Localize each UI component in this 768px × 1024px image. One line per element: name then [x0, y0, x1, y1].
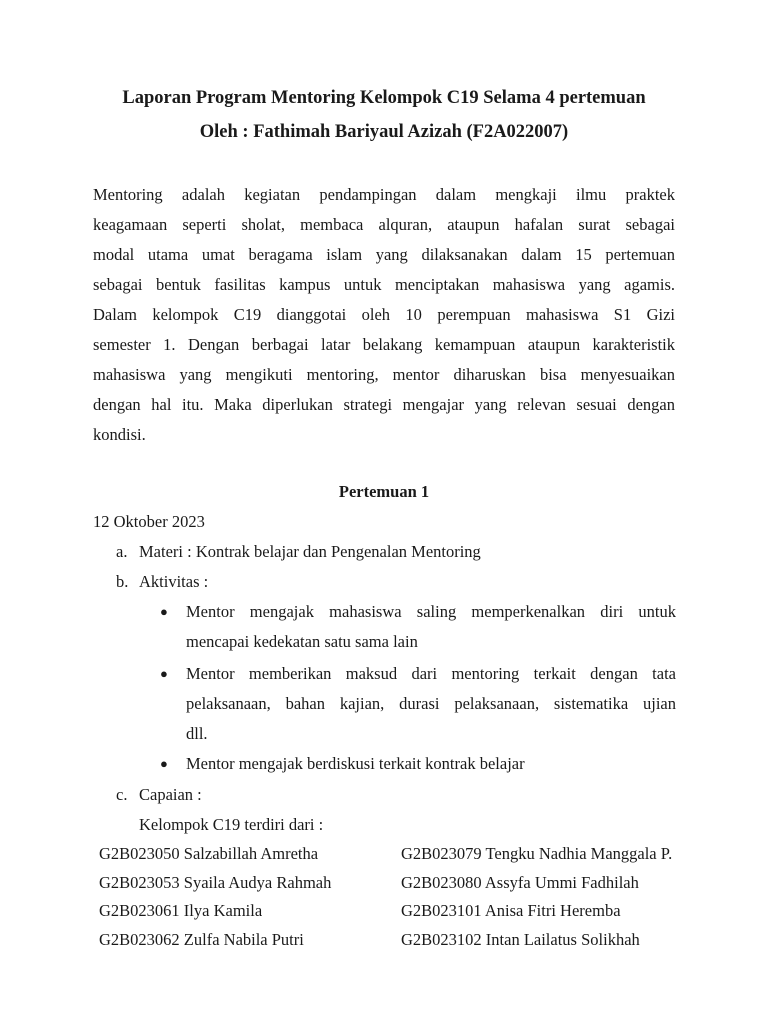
intro-line: Dalam kelompok C19 dianggotai oleh 10 perempuan mahasiswa S1 Gizi — [93, 305, 675, 324]
intro-line: sebagai bentuk fasilitas kampus untuk menciptakan mahasiswa yang agamis. — [93, 275, 675, 294]
member-left: G2B023062 Zulfa Nabila Putri — [99, 930, 304, 949]
bullet-line: mencapai kedekatan satu sama lain — [186, 632, 418, 651]
list-marker: c. — [116, 785, 128, 804]
list-marker: b. — [116, 572, 129, 591]
bullet-line: Mentor memberikan maksud dari mentoring terkait dengan tata — [186, 664, 676, 683]
intro-line: keagamaan seperti sholat, membaca alquran, ataupun hafalan surat sebagai — [93, 215, 675, 234]
intro-line: mahasiswa yang mengikuti mentoring, mentor diharuskan bisa menyesuaikan — [93, 365, 675, 384]
bullet-text — [186, 659, 676, 749]
member-left: G2B023061 Ilya Kamila — [99, 901, 263, 920]
intro-line: Mentoring adalah kegiatan pendampingan dalam mengkaji ilmu praktek — [93, 185, 675, 204]
intro-paragraph — [93, 180, 675, 450]
bullet-line: pelaksanaan, bahan kajian, durasi pelaksanaan, sistematika ujian — [186, 694, 676, 713]
bullet-icon: ● — [160, 756, 168, 771]
member-right: G2B023080 Assyfa Ummi Fadhilah — [401, 873, 639, 892]
list-item-a — [0, 537, 768, 567]
bullet-item — [0, 749, 768, 779]
list-item-text: Materi : Kontrak belajar dan Pengenalan Mentoring — [139, 542, 481, 561]
bullet-line: Mentor mengajak mahasiswa saling memperkenalkan diri untuk — [186, 602, 676, 621]
list-item-b — [0, 567, 768, 597]
bullet-item — [0, 597, 768, 657]
member-left: G2B023050 Salzabillah Amretha — [99, 844, 319, 863]
member-right: G2B023101 Anisa Fitri Heremba — [401, 901, 621, 920]
intro-line: dengan hal itu. Maka diperlukan strategi mengajar yang relevan sesuai dengan — [93, 395, 675, 414]
document-title: Laporan Program Mentoring Kelompok C19 Selama 4 pertemuan — [122, 88, 646, 108]
intro-line: semester 1. Dengan berbagai latar belakang kemampuan ataupun karakteristik — [93, 335, 675, 354]
document-author: Oleh : Fathimah Bariyaul Azizah (F2A022007) — [199, 122, 569, 142]
group-intro: Kelompok C19 terdiri dari : — [139, 815, 324, 834]
list-item-text: Aktivitas : — [139, 572, 209, 591]
bullet-text — [186, 749, 676, 779]
meeting-date: 12 Oktober 2023 — [93, 512, 205, 531]
intro-line: modal utama umat beragama islam yang dilaksanakan dalam 15 pertemuan — [93, 245, 675, 264]
bullet-line: dll. — [186, 724, 208, 743]
bullet-item — [0, 659, 768, 749]
intro-line: kondisi. — [93, 425, 146, 444]
list-marker: a. — [116, 542, 128, 561]
list-item-text: Capaian : — [139, 785, 202, 804]
member-right: G2B023079 Tengku Nadhia Manggala P. — [401, 844, 673, 863]
bullet-icon: ● — [160, 666, 168, 681]
bullet-text — [186, 597, 676, 657]
section-heading: Pertemuan 1 — [338, 482, 430, 501]
bullet-line: Mentor mengajak berdiskusi terkait kontrak belajar — [186, 754, 525, 773]
bullet-icon: ● — [160, 604, 168, 619]
list-item-c — [0, 780, 768, 810]
member-right: G2B023102 Intan Lailatus Solikhah — [401, 930, 640, 949]
member-left: G2B023053 Syaila Audya Rahmah — [99, 873, 332, 892]
